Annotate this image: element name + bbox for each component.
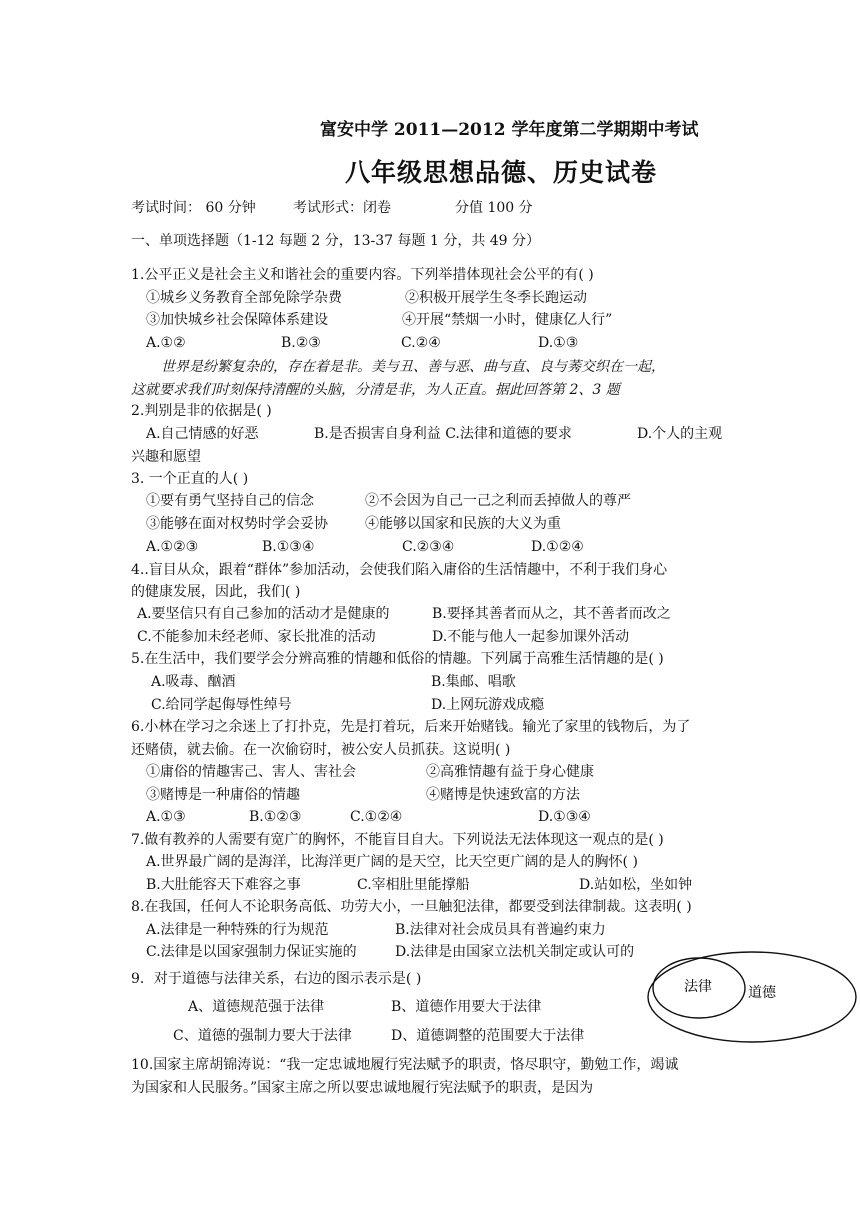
school-title: 富安中学 2011—2012 学年度第二学期期中考试: [320, 120, 699, 140]
q9-option: B、道德作用要大于法律: [391, 999, 542, 1015]
exam-form: 考试形式：闭卷: [293, 200, 391, 216]
q10-stem: 为国家和人民服务。”国家主席之所以要忠诚地履行宪法赋予的职责，是因为: [131, 1080, 594, 1096]
q4-option: D.不能与他人一起参加课外活动: [432, 629, 630, 645]
q3-option: C.②③④: [402, 539, 455, 555]
q3-stem: 3. 一个正直的人( ): [131, 471, 249, 487]
q8-stem: 8.在我国，任何人不论职务高低、功劳大小，一旦触犯法律，都要受到法律制裁。这表明( ): [131, 899, 692, 915]
q2-stem: 2.判别是非的依据是( ): [131, 403, 272, 419]
q7-option: C.宰相肚里能撑船: [357, 877, 470, 893]
q8-option: A.法律是一种特殊的行为规范: [146, 922, 329, 938]
q3-option: A.①②③: [146, 539, 199, 555]
q9-option: A、道德规范强于法律: [188, 999, 325, 1015]
q9-option: C、道德的强制力要大于法律: [173, 1028, 352, 1044]
q9-stem: 9．对于道德与法律关系，右边的图示表示是( ): [131, 971, 422, 987]
q9-option: D、道德调整的范围要大于法律: [391, 1028, 585, 1044]
q2-option: B.是否损害自身利益 C.法律和道德的要求: [314, 426, 572, 442]
q4-option: C.不能参加未经老师、家长批准的活动: [137, 629, 376, 645]
q3-item: ②不会因为自己一己之利而丢掉做人的尊严: [365, 493, 631, 509]
paper-title: 八年级思想品德、历史试卷: [345, 158, 658, 187]
q1-option: B.②③: [281, 335, 321, 351]
q6-item: ④赌博是快速致富的方法: [426, 787, 580, 803]
q4-option: B.要择其善者而从之，其不善者而改之: [432, 606, 671, 622]
q6-option: A.①③: [146, 809, 186, 825]
morality-label: 道德: [748, 985, 776, 1001]
q1-item: ④开展“禁烟一小时，健康亿人行”: [402, 312, 613, 328]
q8-option: D.法律是由国家立法机关制定或认可的: [395, 944, 635, 960]
q4-option: A.要坚信只有自己参加的活动才是健康的: [137, 606, 390, 622]
q1-stem: 1.公平正义是社会主义和谐社会的重要内容。下列举措体现社会公平的有( ): [131, 267, 594, 283]
q2-option: A.自己情感的好恶: [146, 426, 259, 442]
q2-option: D.个人的主观: [637, 426, 723, 442]
q3-option: D.①②④: [531, 539, 584, 555]
q6-stem: 还赌债，就去偷。在一次偷窃时，被公安人员抓获。这说明( ): [131, 742, 511, 758]
q3-item: ①要有勇气坚持自己的信念: [146, 493, 314, 509]
q1-option: C.②④: [401, 335, 441, 351]
passage-line: 世界是纷繁复杂的，存在着是非。美与丑、善与恶、曲与直、良与莠交织在一起，: [161, 359, 665, 375]
exam-score: 分值 100 分: [455, 200, 533, 216]
q7-option: D.站如松，坐如钟: [579, 877, 693, 893]
q3-item: ④能够以国家和民族的大义为重: [365, 516, 561, 532]
q1-item: ①城乡义务教育全部免除学杂费: [146, 290, 342, 306]
q6-item: ②高雅情趣有益于身心健康: [426, 764, 594, 780]
passage-line: 这就要求我们时刻保持清醒的头脑，分清是非，为人正直。据此回答第 2、3 题: [131, 382, 620, 398]
q6-option: C.①②④: [350, 809, 403, 825]
q7-option: A.世界最广阔的是海洋，比海洋更广阔的是天空，比天空更广阔的是人的胸怀( ): [146, 854, 638, 870]
q6-option: B.①②③: [249, 809, 302, 825]
q8-option: C.法律是以国家强制力保证实施的: [146, 944, 357, 960]
q8-option: B.法律对社会成员具有普遍约束力: [395, 922, 606, 938]
q7-option: B.大肚能容天下难容之事: [146, 877, 301, 893]
q6-item: ①庸俗的情趣害己、害人、害社会: [146, 764, 356, 780]
q4-stem: 的健康发展，因此，我们( ): [131, 584, 301, 600]
q1-item: ③加快城乡社会保障体系建设: [146, 312, 328, 328]
exam-time: 考试时间： 60 分钟: [131, 200, 256, 216]
q5-option: C.给同学起侮辱性绰号: [151, 697, 292, 713]
q1-item: ②积极开展学生冬季长跑运动: [405, 290, 587, 306]
q1-option: D.①③: [538, 335, 579, 351]
q4-stem: 4..盲目从众，跟着“群体”参加活动，会使我们陷入庸俗的生活情趣中，不利于我们身心: [131, 562, 668, 578]
q2-option-wrap: 兴趣和愿望: [131, 449, 201, 465]
q1-option: A.①②: [146, 335, 186, 351]
q10-stem: 10.国家主席胡锦涛说：“我一定忠诚地履行宪法赋予的职责，恪尽职守，勤勉工作，竭诚: [131, 1057, 679, 1073]
q5-stem: 5.在生活中，我们要学会分辨高雅的情趣和低俗的情趣。下列属于高雅生活情趣的是( ): [131, 651, 664, 667]
q5-option: B.集邮、唱歌: [431, 674, 516, 690]
q3-item: ③能够在面对权势时学会妥协: [146, 516, 328, 532]
q3-option: B.①③④: [262, 539, 315, 555]
law-label: 法律: [684, 979, 712, 995]
q7-stem: 7.做有教养的人需要有宽广的胸怀，不能盲目自大。下列说法无法体现这一观点的是( ): [131, 832, 664, 848]
q6-stem: 6.小林在学习之余迷上了打扑克，先是打着玩，后来开始赌钱。输光了家里的钱物后，为了: [131, 719, 691, 735]
q6-option: D.①③④: [538, 809, 591, 825]
q5-option: A.吸毒、酗酒: [151, 674, 236, 690]
law-morality-diagram: [646, 950, 858, 1044]
q5-option: D.上网玩游戏成瘾: [431, 697, 545, 713]
section-heading: 一、单项选择题（1-12 每题 2 分，13-37 每题 1 分，共 49 分）: [131, 233, 541, 249]
q6-item: ③赌博是一种庸俗的情趣: [146, 787, 300, 803]
